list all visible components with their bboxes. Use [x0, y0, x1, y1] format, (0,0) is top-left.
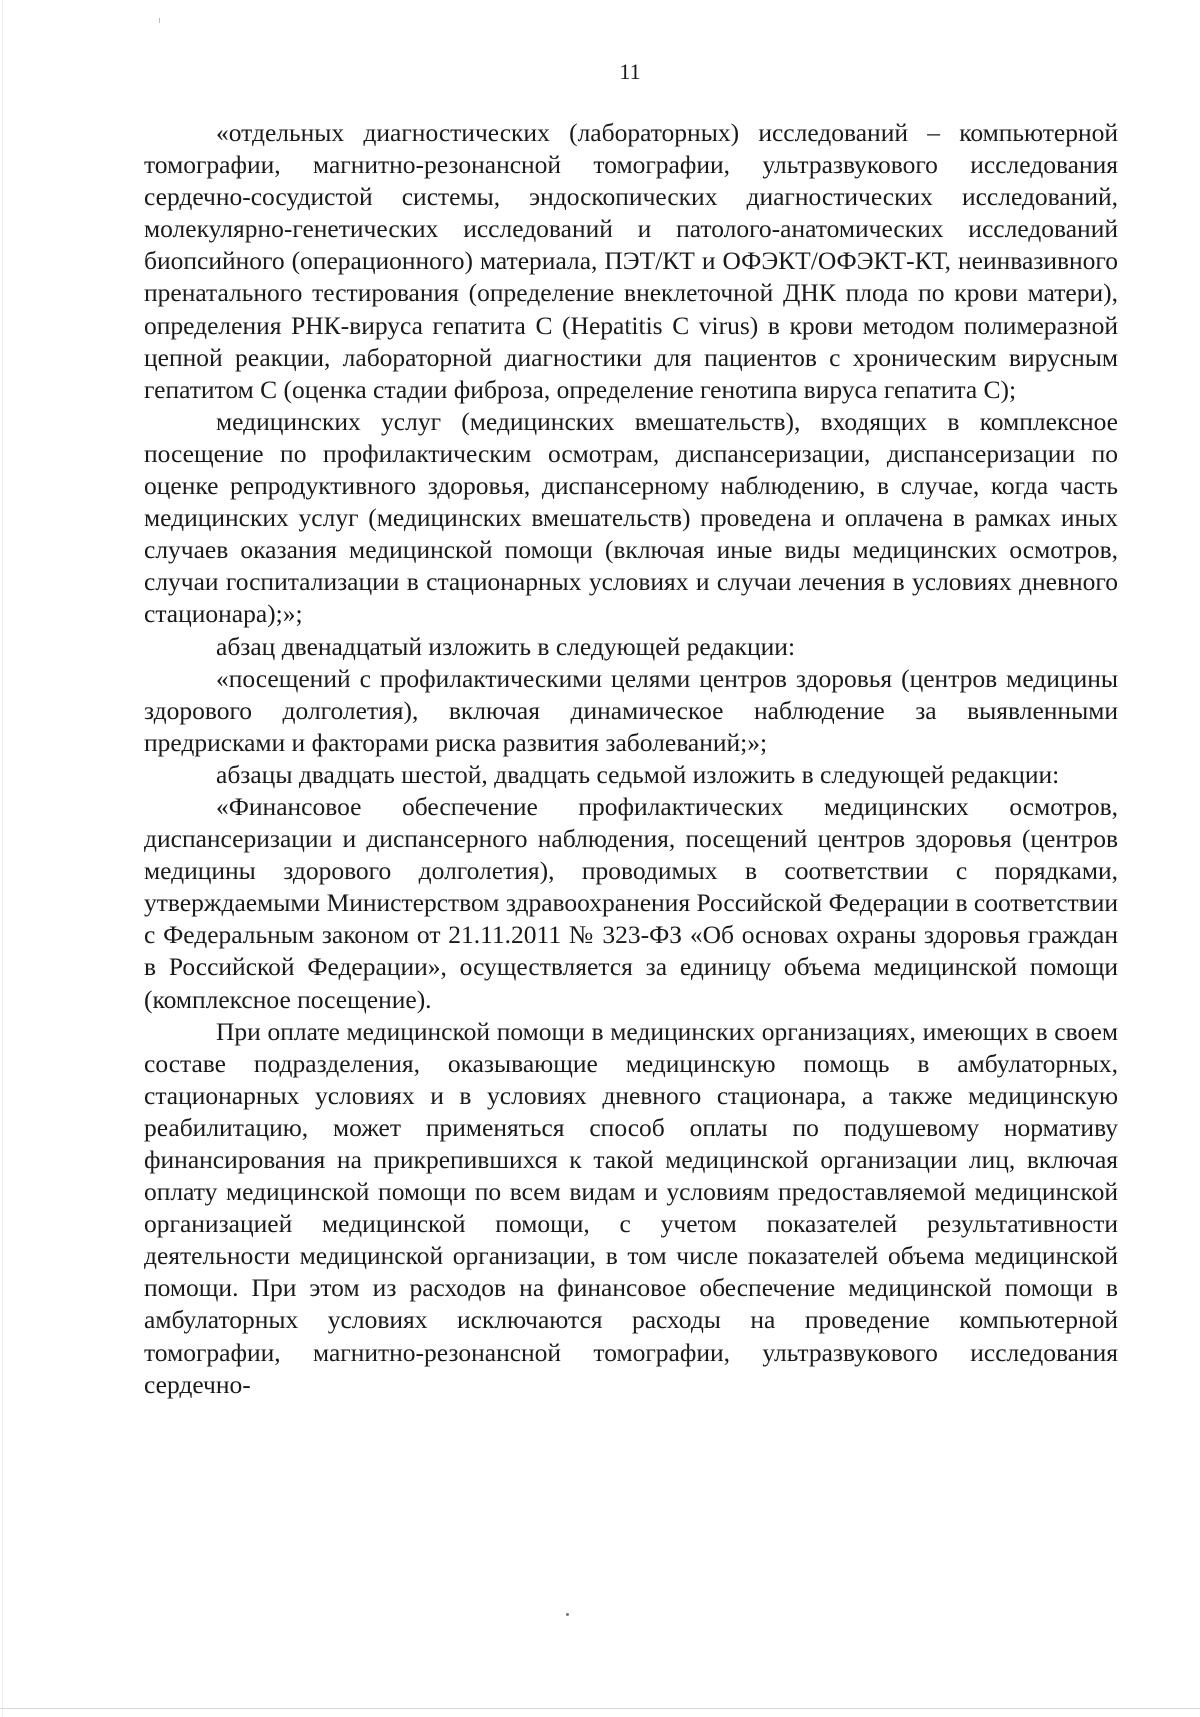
- scan-dot: [566, 1613, 569, 1616]
- paragraph-diagnostic-studies: «отдельных диагностических (лабораторных) исследований – компьютерной томографии, магнитно-резонансной томографии, ультразвукового исследования сердечно-сосудистой системы, эндоскопических диагностических исследований, молекулярно-генетических исследований и патолого-анатомических исследований биопсийного (операционного) материала, ПЭТ/КТ и ОФЭКТ/ОФЭКТ-КТ, неинвазивного пренатального тестирования (определение внеклеточной ДНК плода по крови матери), определения РНК-вируса гепатита С (Hepatitis C virus) в крови методом полимеразной цепной реакции, лабораторной диагностики для пациентов с хроническим вирусным гепатитом С (оценка стадии фиброза, определение генотипа вируса гепатита С);: [144, 118, 1118, 404]
- paragraph-preventive-visits: «посещений с профилактическими целями центров здоровья (центров медицины здорового долголетия), включая динамическое наблюдение за выявленными предрисками и факторами риска развития заболеваний;»;: [144, 663, 1118, 757]
- paragraph-medical-services: медицинских услуг (медицинских вмешательств), входящих в комплексное посещение по профилактическим осмотрам, диспансеризации, диспансеризации по оценке репродуктивного здоровья, диспансерному наблюдению, в случае, когда часть медицинских услуг (медицинских вмешательств) проведена и оплачена в рамках иных случаев оказания медицинской помощи (включая иные виды медицинских осмотров, случаи госпитализации в стационарных условиях и случаи лечения в условиях дневного стационара);»;: [144, 406, 1118, 629]
- document-body: [144, 117, 1118, 1401]
- paragraph-financial-support: «Финансовое обеспечение профилактических медицинских осмотров, диспансеризации и диспансерного наблюдения, посещений центров здоровья (центров медицины здорового долголетия), проводимых в соответствии с порядками, утверждаемыми Министерством здравоохранения Российской Федерации в соответствии с Федеральным законом от 21.11.2011 № 323-ФЗ «Об основах охраны здоровья граждан в Российской Федерации», осуществляется за единицу объема медицинской помощи (комплексное посещение).: [144, 791, 1118, 1014]
- paragraph-twelfth-amendment: абзац двенадцатый изложить в следующей редакции:: [216, 631, 796, 661]
- paragraph-26-27-amendment: абзацы двадцать шестой, двадцать седьмой изложить в следующей редакции:: [216, 759, 1060, 789]
- scan-edge-left: [2, 0, 3, 1717]
- scan-mark-top: [159, 18, 160, 23]
- scan-edge-bottom: [0, 1708, 1200, 1709]
- page-number: 11: [619, 59, 641, 84]
- paragraph-payment-method: При оплате медицинской помощи в медицинских организациях, имеющих в своем составе подразделения, оказывающие медицинскую помощь в амбулаторных, стационарных условиях и в условиях дневного стационара, а также медицинскую реабилитацию, может применяться способ оплаты по подушевому нормативу финансирования на прикрепившихся к такой медицинской организации лиц, включая оплату медицинской помощи по всем видам и условиям предоставляемой медицинской организацией медицинской помощи, с учетом показателей результативности деятельности медицинской организации, в том числе показателей объема медицинской помощи. При этом из расходов на финансовое обеспечение медицинской помощи в амбулаторных условиях исключаются расходы на проведение компьютерной томографии, магнитно-резонансной томографии, ультразвукового исследования сердечно-: [144, 1016, 1118, 1399]
